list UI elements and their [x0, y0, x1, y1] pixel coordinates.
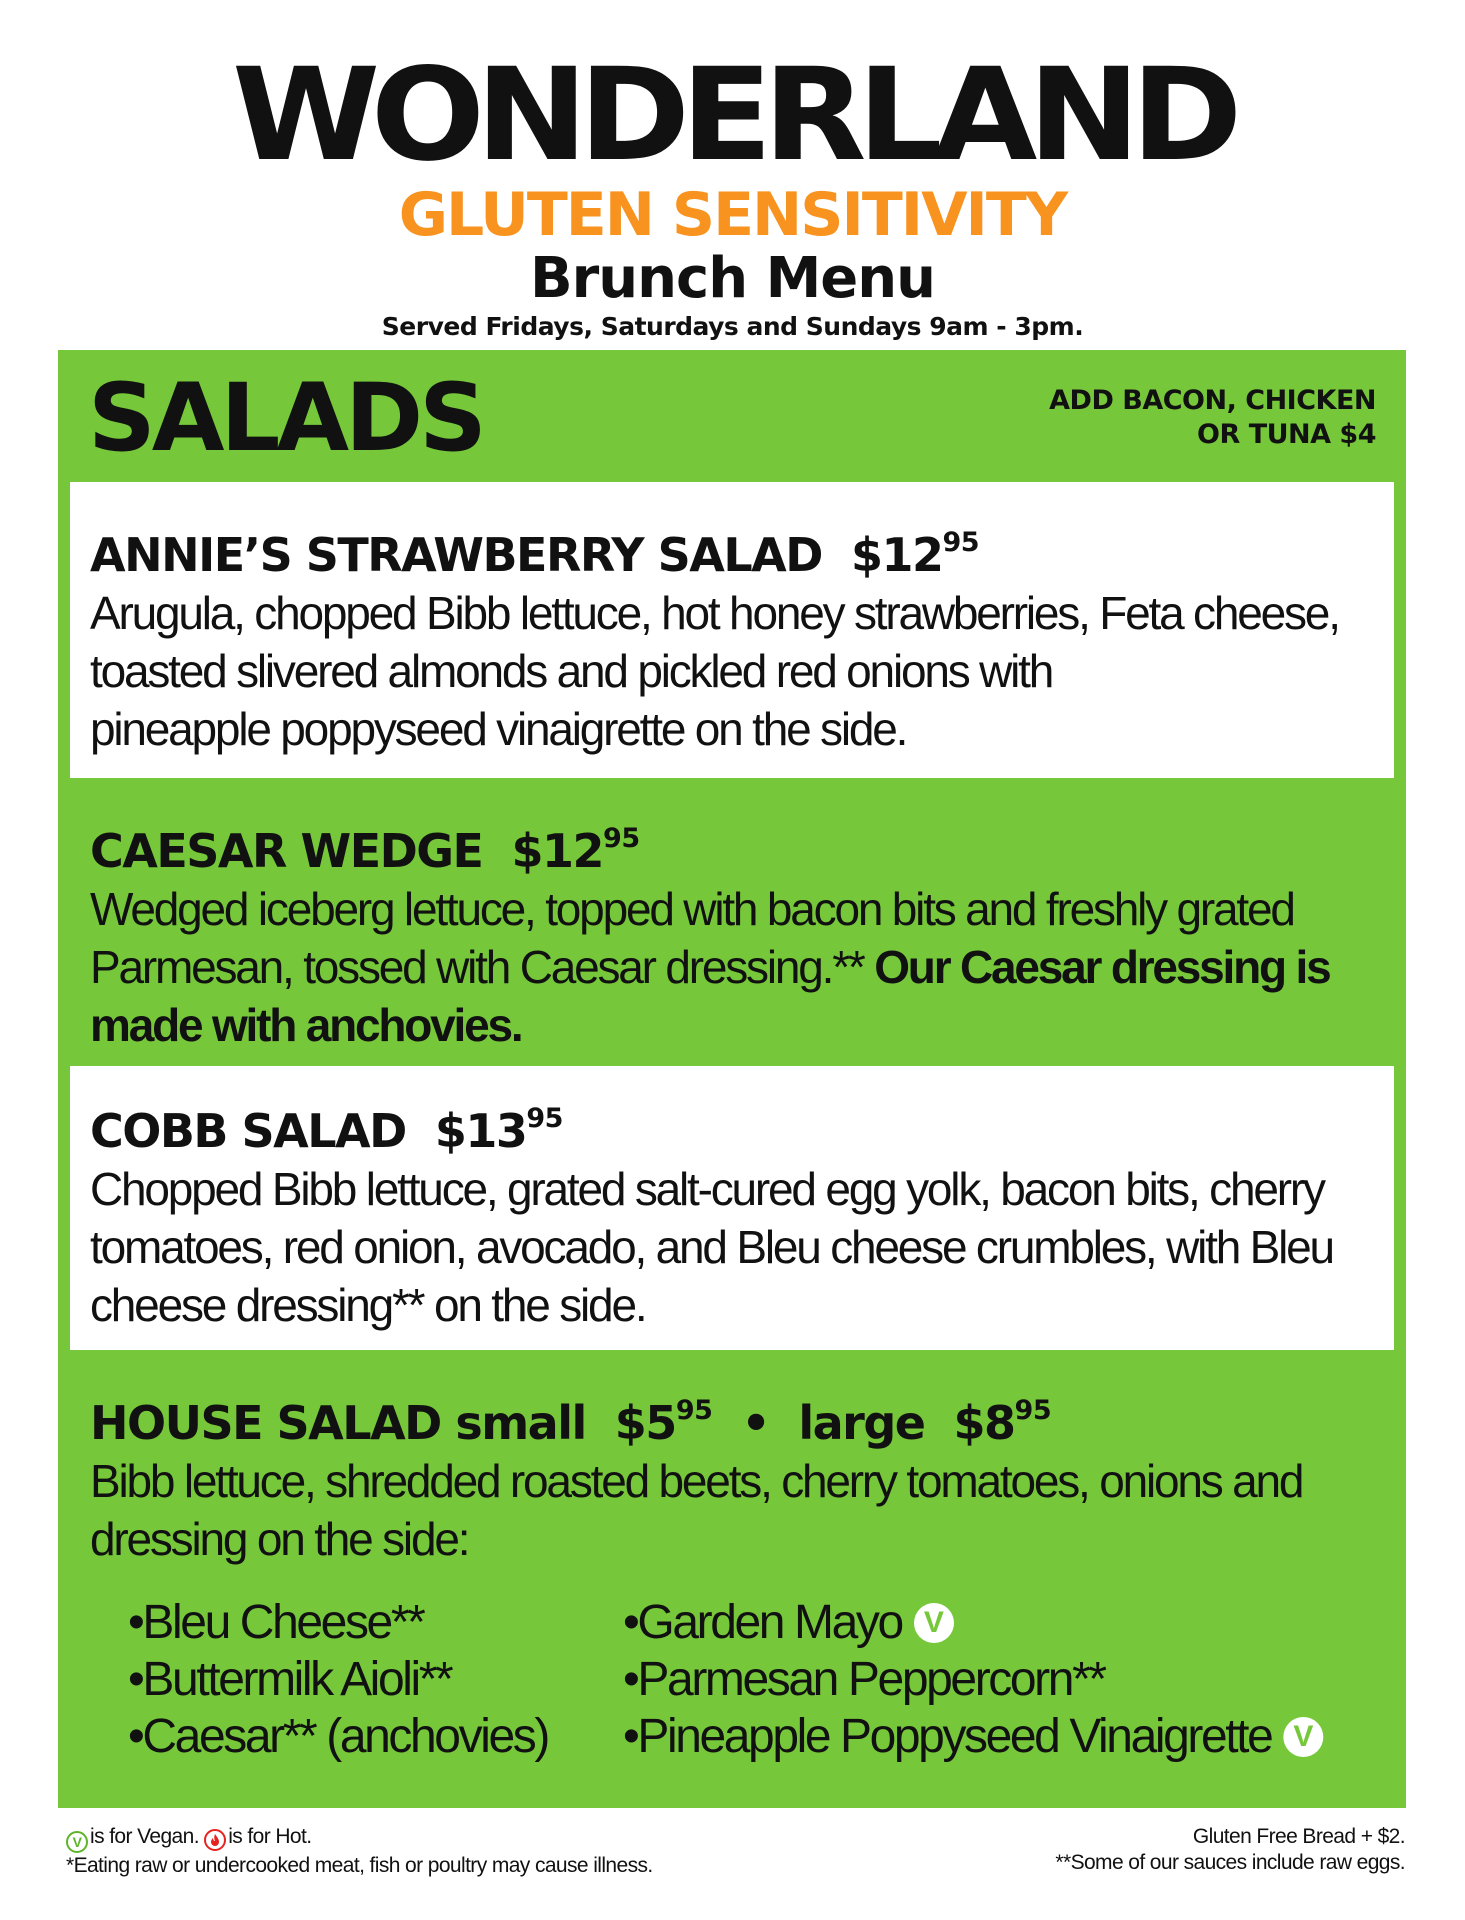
price-separator: •	[741, 1396, 770, 1450]
vegan-icon: V	[66, 1831, 88, 1853]
item-price: $\$12^{95}$	[511, 823, 640, 878]
item-name: COBB SALAD	[90, 1104, 406, 1158]
menu-title: Brunch Menu	[529, 246, 936, 311]
item-title	[90, 1090, 563, 1160]
vegan-icon: V	[914, 1603, 954, 1643]
item-name: CAESAR WEDGE	[90, 824, 483, 878]
raw-food-warning: *Eating raw or undercooked meat, fish or poultry may cause illness.	[66, 1854, 653, 1877]
addon-line-2: OR TUNA $4	[1197, 419, 1376, 450]
item-title	[90, 1382, 1051, 1452]
dressing-item: •Garden Mayo V	[623, 1594, 954, 1651]
item-description: Wedged iceberg lettuce, topped with bacon bits and freshly grated Parmesan, tossed with Caesar dressing.** Our Caesar dressing is made with anchovies.	[90, 883, 1330, 1051]
raw-eggs-note: **Some of our sauces include raw eggs.	[1055, 1851, 1405, 1874]
item-description: Bibb lettuce, shredded roasted beets, cherry tomatoes, onions and dressing on the side:	[90, 1455, 1303, 1565]
size-small-label: small	[455, 1396, 586, 1450]
addon-line-1: ADD BACON, CHICKEN	[1049, 385, 1376, 416]
item-title	[90, 514, 979, 584]
size-small-price: $\$5^{95}$	[614, 1395, 713, 1450]
menu-item-caesar-wedge	[70, 778, 1394, 1054]
dressing-item: •Pineapple Poppyseed Vinaigrette V	[623, 1708, 1323, 1765]
dressing-item: •Parmesan Peppercorn**	[623, 1653, 1105, 1706]
item-price: $\$13^{95}$	[434, 1103, 563, 1158]
item-price: $\$12^{95}$	[850, 527, 980, 582]
brand-logo: WONDERLAND	[231, 41, 1234, 190]
dressing-list	[128, 1594, 1358, 1765]
item-name: HOUSE SALAD	[90, 1396, 441, 1450]
menu-item-house-salad	[70, 1350, 1394, 1565]
item-title	[90, 810, 640, 880]
dressing-item: •Bleu Cheese**	[128, 1596, 424, 1649]
dressing-item: •Buttermilk Aioli**	[128, 1653, 452, 1706]
addon-note	[1049, 384, 1376, 452]
menu-header	[0, 41, 1465, 344]
footer-notes	[1055, 1824, 1405, 1876]
item-description: Chopped Bibb lettuce, grated salt-cured egg yolk, bacon bits, cherry tomatoes, red onion, avocado, and Bleu cheese crumbles, with Bleu cheese dressing** on the side.	[90, 1163, 1333, 1331]
menu-subtitle: GLUTEN SENSITIVITY	[398, 180, 1067, 250]
menu-item-cobb-salad	[70, 1066, 1394, 1350]
hot-legend-text: is for Hot.	[228, 1825, 312, 1848]
size-large-price: $\$8^{95}$	[953, 1395, 1052, 1450]
vegan-icon: V	[1283, 1717, 1323, 1757]
footer-legend	[66, 1824, 653, 1879]
gluten-free-bread-note: Gluten Free Bread + $2.	[1192, 1825, 1405, 1848]
flame-icon	[204, 1829, 226, 1851]
vegan-legend-text: is for Vegan.	[90, 1825, 199, 1848]
section-title: SALADS	[88, 364, 483, 473]
item-name: ANNIE’S STRAWBERRY SALAD	[90, 528, 822, 582]
served-hours: Served Fridays, Saturdays and Sundays 9am - 3pm.	[381, 312, 1084, 341]
size-large-label: large	[798, 1396, 925, 1450]
item-description: Arugula, chopped Bibb lettuce, hot honey strawberries, Feta cheese, toasted slivered almonds and pickled red onions with pineapple poppyseed vinaigrette on the side.	[90, 587, 1339, 755]
dressing-item: •Caesar** (anchovies)	[128, 1710, 548, 1763]
menu-item-annies-strawberry-salad	[70, 482, 1394, 778]
salads-panel	[58, 350, 1406, 1808]
